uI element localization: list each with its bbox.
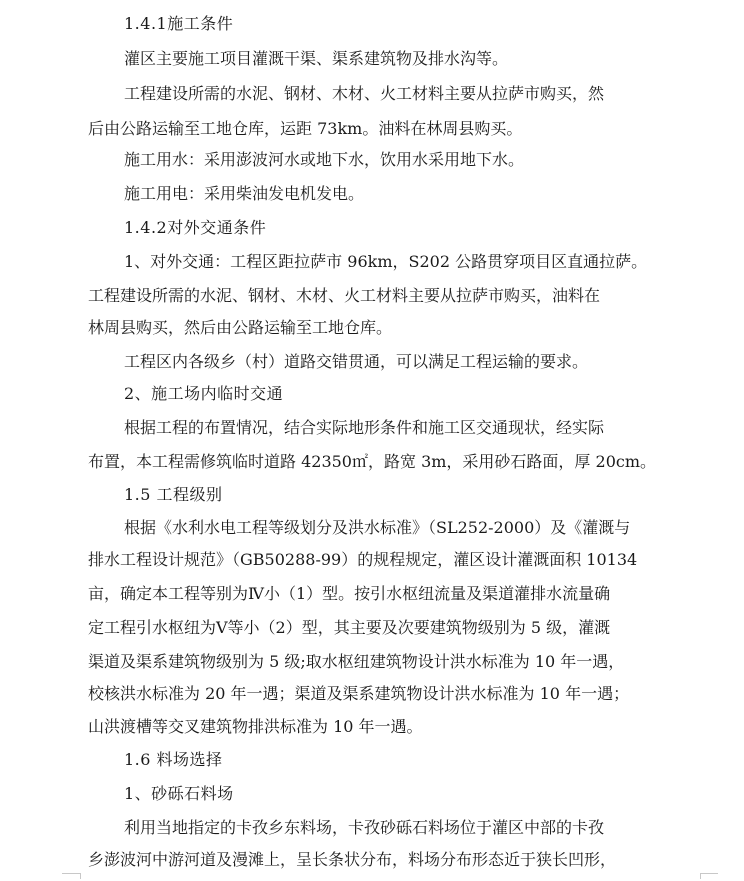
section-heading-1-5: 1.5 工程级别 — [124, 485, 223, 504]
section-heading-1-6: 1.6 料场选择 — [124, 750, 223, 769]
paragraph-line: 根据《水利水电工程等级划分及洪水标准》（SL252-2000）及《灌溉与 — [124, 518, 631, 537]
paragraph-line: 布置，本工程需修筑临时道路 42350㎡，路宽 3m，采用砂石路面，厚 20cm。 — [88, 452, 657, 471]
paragraph-line: 施工用水：采用澎波河水或地下水，饮用水采用地下水。 — [124, 150, 525, 169]
paragraph-line: 1、对外交通：工程区距拉萨市 96km，S202 公路贯穿项目区直通拉萨。 — [124, 252, 648, 271]
section-heading-1-4-1: 1.4.1施工条件 — [124, 14, 234, 33]
subsection-heading: 2、施工场内临时交通 — [124, 384, 284, 403]
paragraph-line: 山洪渡槽等交叉建筑物排洪标准为 10 年一遇。 — [88, 717, 423, 736]
paragraph-line: 施工用电：采用柴油发电机发电。 — [124, 184, 365, 203]
paragraph-line: 根据工程的布置情况，结合实际地形条件和施工区交通现状，经实际 — [124, 418, 605, 437]
paragraph-line: 亩，确定本工程等别为Ⅳ小（1）型。按引水枢纽流量及渠道灌排水流量确 — [88, 584, 611, 603]
paragraph-line: 定工程引水枢纽为Ⅴ等小（2）型，其主要及次要建筑物级别为 5 级，灌溉 — [88, 618, 611, 637]
page-corner-mark-left — [62, 873, 80, 874]
paragraph-line: 利用当地指定的卡孜乡东料场，卡孜砂砾石料场位于灌区中部的卡孜 — [124, 818, 605, 837]
paragraph-line: 灌区主要施工项目灌溉干渠、渠系建筑物及排水沟等。 — [124, 49, 509, 68]
paragraph-line: 工程区内各级乡（村）道路交错贯通，可以满足工程运输的要求。 — [124, 352, 589, 371]
paragraph-line: 工程建设所需的水泥、钢材、木材、火工材料主要从拉萨市购买，然 — [124, 84, 605, 103]
page-corner-mark-right — [700, 873, 718, 874]
subsection-heading: 1、砂砾石料场 — [124, 784, 234, 803]
paragraph-line: 排水工程设计规范》（GB50288-99）的规程规定，灌区设计灌溉面积 10134 — [88, 550, 638, 569]
paragraph-line: 乡澎波河中游河道及漫滩上，呈长条状分布，料场分布形态近于狭长凹形， — [88, 850, 617, 869]
paragraph-line: 后由公路运输至工地仓库，运距 73km。油料在林周县购买。 — [88, 119, 523, 138]
section-heading-1-4-2: 1.4.2对外交通条件 — [124, 218, 267, 237]
paragraph-line: 林周县购买，然后由公路运输至工地仓库。 — [88, 318, 393, 337]
paragraph-line: 工程建设所需的水泥、钢材、木材、火工材料主要从拉萨市购买，油料在 — [88, 286, 601, 305]
paragraph-line: 渠道及渠系建筑物级别为 5 级;取水枢纽建筑物设计洪水标准为 10 年一遇， — [88, 652, 625, 671]
paragraph-line: 校核洪水标准为 20 年一遇；渠道及渠系建筑物设计洪水标准为 10 年一遇； — [88, 684, 630, 703]
